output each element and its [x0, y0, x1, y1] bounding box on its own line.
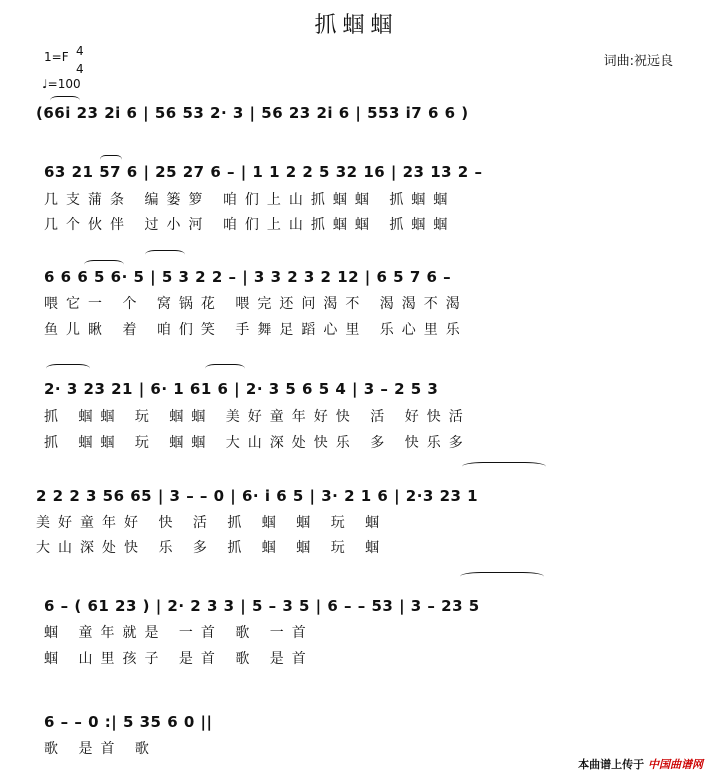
score-line-2-lyrics-1: 几支蒲条 编篓箩 咱们上山抓蝈蝈 抓蝈蝈 [44, 192, 456, 208]
score-line-7-notes: 6 – – 0 :| 5 35 6 0 || [44, 713, 213, 731]
slur-mark [100, 155, 122, 164]
slur-mark [462, 462, 546, 471]
score-line-4-notes: 2· 3 23 21 | 6· 1 61 6 | 2· 3 5 6 5 4 | 3 – 2 5 3 [44, 380, 439, 398]
footer [578, 756, 703, 772]
footer-upload-text: 本曲谱上传于 [578, 758, 645, 771]
slur-mark [46, 364, 90, 373]
score-line-1-notes: (66i 23 2i 6 | 56 53 2· 3 | 56 23 2i 6 | 553 i7 6 6 ) [36, 104, 469, 122]
score-line-6-notes: 6 – ( 61 23 ) | 2· 2 3 3 | 5 – 3 5 | 6 – – 53 | 3 – 23 5 [44, 597, 480, 615]
score-line-2-lyrics-2: 几个伙伴 过小河 咱们上山抓蝈蝈 抓蝈蝈 [44, 217, 456, 233]
time-signature-bottom: 4 [76, 62, 84, 76]
composer-credit: 词曲:祝远良 [603, 54, 673, 69]
score-line-2-notes: 63 21 57 6 | 25 27 6 – | 1 1 2 2 5 32 16 | 23 13 2 – [44, 163, 483, 181]
slur-mark [84, 260, 124, 269]
score-line-6-lyrics-2: 蝈 山里孩子 是首 歌 是首 [44, 651, 314, 667]
key-signature: 1=F [44, 50, 69, 64]
slur-mark [460, 572, 544, 581]
score-line-3-lyrics-2: 鱼儿瞅 着 咱们笑 手舞足蹈心里 乐心里乐 [44, 322, 468, 338]
slur-mark [50, 96, 80, 105]
tempo-marking [42, 77, 81, 91]
score-line-5-lyrics-1: 美好童年好 快 活 抓 蝈 蝈 玩 蝈 [36, 515, 388, 531]
quarter-note-icon: ♩ [42, 77, 48, 91]
score-line-6-lyrics-1: 蝈 童年就是 一首 歌 一首 [44, 625, 314, 641]
score-line-4-lyrics-2: 抓 蝈蝈 玩 蝈蝈 大山深处快乐 多 快乐多 [44, 435, 471, 451]
slur-mark [145, 250, 185, 259]
slur-mark [205, 364, 245, 373]
site-logo[interactable]: 中国曲谱网 [648, 758, 703, 771]
score-line-7-lyrics-1: 歌 是首 歌 [44, 741, 157, 757]
score-line-5-lyrics-2: 大山深处快 乐 多 抓 蝈 蝈 玩 蝈 [36, 540, 388, 556]
score-line-5-notes: 2 2 2 3 56 65 | 3 – – 0 | 6· i 6 5 | 3· 2 1 6 | 2·3 23 1 [36, 487, 479, 505]
time-signature-top: 4 [76, 44, 84, 58]
score-line-3-lyrics-1: 喂它一 个 窝锅花 喂完还问渴不 渴渴不渴 [44, 296, 468, 312]
score-line-3-notes: 6 6 6 5 6· 5 | 5 3 2 2 – | 3 3 2 3 2 12 | 6 5 7 6 – [44, 268, 452, 286]
tempo-value: =100 [47, 77, 81, 91]
score-line-4-lyrics-1: 抓 蝈蝈 玩 蝈蝈 美好童年好快 活 好快活 [44, 409, 471, 425]
song-title: 抓蝈蝈 [314, 13, 399, 38]
